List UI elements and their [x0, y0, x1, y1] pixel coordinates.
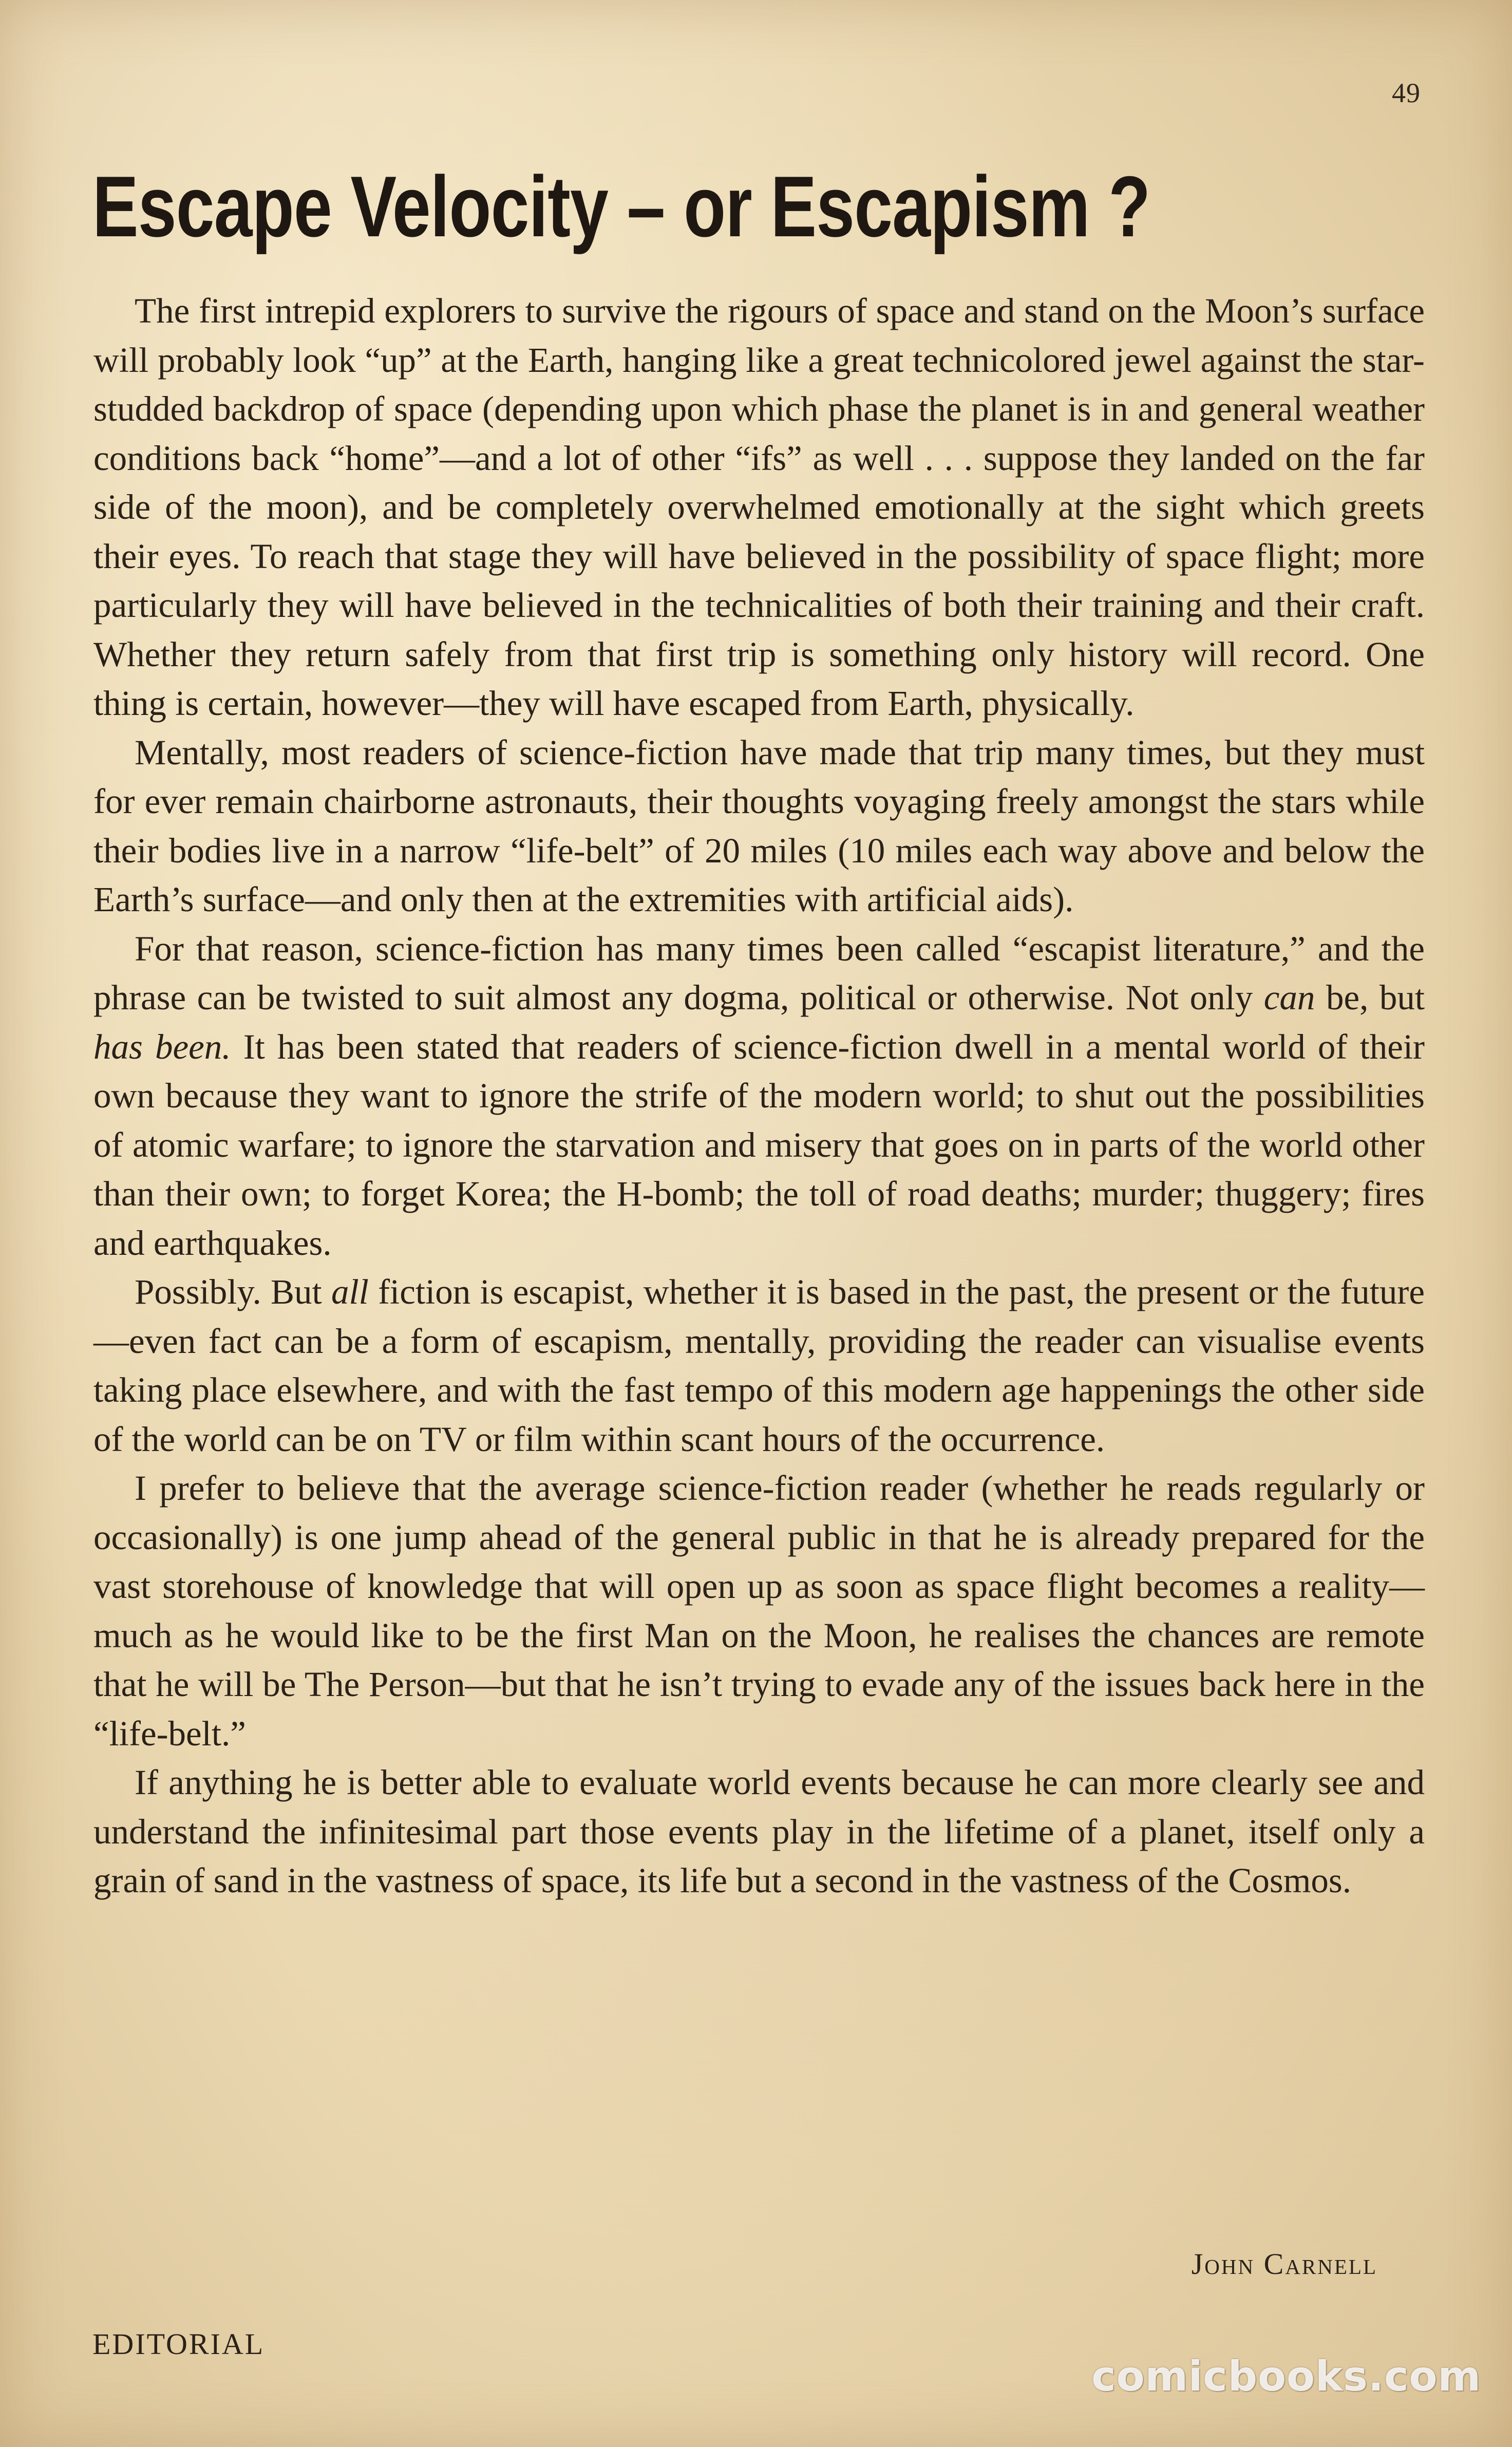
article-title: Escape Velocity – or Escapism ? [92, 158, 1150, 255]
paragraph-3-text-a: For that reason, science-fiction has many times been called “escapist literature,” and the phrase can be twisted to suit almost any dogma, political or otherwise. Not only [93, 929, 1425, 1017]
section-label: EDITORIAL [92, 2327, 265, 2361]
paragraph-3-emphasis-can: can [1263, 978, 1315, 1017]
paragraph-4 [93, 1268, 1425, 1464]
paragraph-4-text-b: fiction is escapist, whether it is based in the past, the present or the future—even fact can be a form of escapism, mentally, providing the reader can visualise events taking place elsewhere, and with the fast tempo of this modern age happenings the other side of the world can be on TV or film within scant hours of the occurrence. [93, 1272, 1425, 1459]
paragraph-3-text-b: be, but [1315, 978, 1425, 1017]
paragraph-3 [93, 925, 1425, 1268]
paragraph-2: Mentally, most readers of science-fiction have made that trip many times, but they must for ever remain chairborne astronauts, their thoughts voyaging freely amongst the stars while their bodies live in a narrow “life-belt” of 20 miles (10 miles each way above and below the Earth’s surface—and only then at the extremities with artificial aids). [93, 732, 1425, 919]
paragraph-1: The first intrepid explorers to survive the rigours of space and stand on the Moon’s surface will probably look “up” at the Earth, hanging like a great technicolored jewel against the star-studded backdrop of space (depending upon which phase the planet is in and general weather conditions back “home”—and a lot of other “ifs” as well . . . suppose they landed on the far side of the moon), and be completely overwhelmed emotionally at the sight which greets their eyes. To reach that stage they will have believed in the possibility of space flight; more particularly they will have believed in the technicalities of both their training and their craft. Whether they return safely from that first trip is something only history will record. One thing is certain, however—they will have escaped from Earth, physically. [93, 291, 1425, 723]
page-number: 49 [1392, 78, 1421, 108]
paragraph-4-emphasis-all: all [331, 1272, 369, 1311]
author-signature: John Carnell [1191, 2247, 1377, 2281]
article-body [93, 287, 1425, 1906]
paragraph-5: I prefer to believe that the average science-fiction reader (whether he reads regularly or occasionally) is one jump ahead of the general public in that he is already prepared for the vast storehouse of knowledge that will open up as soon as space flight becomes a reality—much as he would like to be the first Man on the Moon, he realises the chances are remote that he will be The Person—but that he isn’t trying to evade any of the issues back here in the “life-belt.” [93, 1469, 1425, 1753]
watermark: comicbooks.com [1091, 2352, 1481, 2400]
paragraph-3-text-c: It has been stated that readers of science-fiction dwell in a mental world of their own because they want to ignore the strife of the modern world; to shut out the possibilities of atomic warfare; to ignore the starvation and misery that goes on in parts of the world other than their own; to forget Korea; the H-bomb; the toll of road deaths; murder; thuggery; fires and earthquakes. [93, 1027, 1425, 1263]
paragraph-4-text-a: Possibly. But [135, 1272, 331, 1311]
paragraph-6: If anything he is better able to evaluate world events because he can more clearly see and understand the infinitesimal part those events play in the lifetime of a planet, itself only a grain of sand in the vastness of space, its life but a second in the vastness of the Cosmos. [93, 1763, 1425, 1900]
paragraph-3-emphasis-has-been: has been. [93, 1027, 231, 1066]
